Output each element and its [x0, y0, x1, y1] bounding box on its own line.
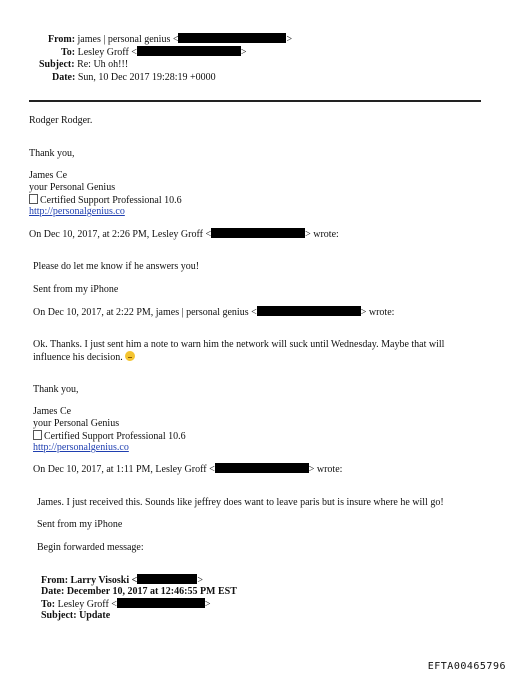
redaction-box: [137, 46, 241, 56]
header-subject: Subject: Re: Uh oh!!!: [39, 59, 129, 70]
quote-header-2: On Dec 10, 2017, at 2:22 PM, james | personal genius < > wrote:: [33, 307, 395, 318]
signature-link: [29, 206, 125, 218]
signature-name: James Ce: [29, 170, 68, 181]
signature-cert: Certified Support Professional 10.6: [33, 430, 186, 443]
bates-number: EFTA00465796: [427, 661, 506, 672]
sent-from-text: Sent from my iPhone: [37, 519, 123, 530]
emoji-icon: [125, 351, 135, 361]
begin-forwarded-text: Begin forwarded message:: [37, 542, 144, 553]
header-date: Date: Sun, 10 Dec 2017 19:28:19 +0000: [52, 72, 216, 83]
redaction-box: [137, 574, 197, 584]
signature-name: James Ce: [33, 406, 72, 417]
message-text: James. I just received this. Sounds like jeffrey does want to leave paris but is insure where he will go!: [37, 497, 444, 508]
thanks-text: Thank you,: [29, 148, 75, 159]
message-text: Ok. Thanks. I just sent him a note to warn him the network will suck until Wednesday. Maybe that will: [33, 339, 445, 350]
redaction-box: [257, 306, 361, 316]
signature-link: [33, 442, 129, 454]
quote-header-1: On Dec 10, 2017, at 2:26 PM, Lesley Groff < > wrote:: [29, 229, 339, 240]
personal-genius-link[interactable]: http://personalgenius.co: [33, 442, 129, 453]
forwarded-subject: Subject: Update: [41, 610, 111, 621]
placeholder-glyph-icon: [29, 194, 38, 204]
sent-from-text: Sent from my iPhone: [33, 284, 119, 295]
forwarded-from: From: Larry Visoski < >: [41, 575, 203, 586]
header-to: To: Lesley Groff < >: [61, 47, 247, 58]
redaction-box: [211, 228, 305, 238]
forwarded-date: Date: December 10, 2017 at 12:46:55 PM EST: [41, 586, 237, 597]
redaction-box: [215, 463, 309, 473]
redaction-box: [178, 33, 286, 43]
forwarded-to: To: Lesley Groff < >: [41, 599, 211, 610]
thanks-text: Thank you,: [33, 384, 79, 395]
quote-header-3: On Dec 10, 2017, at 1:11 PM, Lesley Groff < > wrote:: [33, 464, 343, 475]
reply-text: Rodger Rodger.: [29, 115, 93, 126]
redaction-box: [117, 598, 205, 608]
signature-title: your Personal Genius: [33, 418, 120, 429]
placeholder-glyph-icon: [33, 430, 42, 440]
message-text: Please do let me know if he answers you!: [33, 261, 200, 272]
header-from: From: james | personal genius < >: [48, 34, 293, 45]
signature-title: your Personal Genius: [29, 182, 116, 193]
header-divider: [29, 100, 481, 102]
personal-genius-link[interactable]: http://personalgenius.co: [29, 206, 125, 217]
message-text: influence his decision.: [33, 351, 135, 364]
signature-cert: Certified Support Professional 10.6: [29, 194, 182, 207]
